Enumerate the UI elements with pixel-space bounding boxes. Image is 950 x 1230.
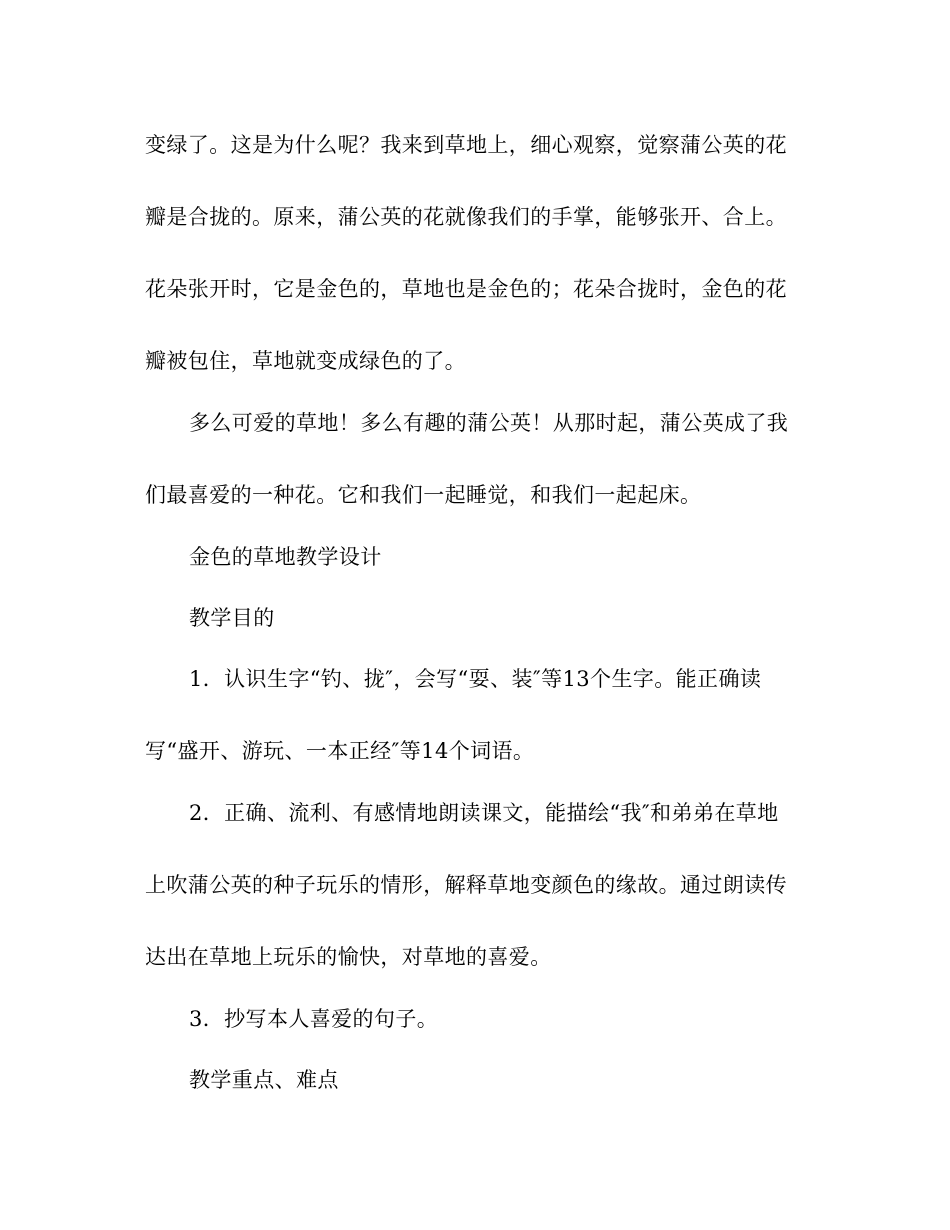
- goal-item-2: 2．正确、流利、有感情地朗读课文，能描绘“我″和弟弟在草地: [189, 801, 779, 825]
- text-line: 写“盛开、游玩、一本正经″等14个词语。: [145, 739, 535, 763]
- paragraph-first-line: 多么可爱的草地！多么有趣的蒲公英！从那时起，蒲公英成了我: [189, 411, 789, 435]
- text-line: 达出在草地上玩乐的愉快，对草地的喜爱。: [145, 945, 552, 969]
- text-line: 上吹蒲公英的种子玩乐的情形，解释草地变颜色的缘故。通过朗读传: [145, 873, 787, 897]
- goal-item-3: 3．抄写本人喜爱的句子。: [189, 1007, 439, 1031]
- goal-item-1: 1．认识生字“钓、拢″，会写“耍、装″等13个生字。能正确读: [189, 667, 762, 691]
- section-title: 金色的草地教学设计: [189, 545, 382, 569]
- text-line: 花朵张开时，它是金色的，草地也是金色的；花朵合拢时，金色的花: [145, 277, 787, 301]
- text-line: 瓣被包住，草地就变成绿色的了。: [145, 349, 466, 373]
- text-line: 变绿了。这是为什么呢？我来到草地上，细心观察，觉察蒲公英的花: [145, 133, 787, 157]
- section-heading-key-points: 教学重点、难点: [189, 1068, 339, 1092]
- text-line: 瓣是合拢的。原来，蒲公英的花就像我们的手掌，能够张开、合上。: [145, 205, 787, 229]
- section-heading-goals: 教学目的: [189, 606, 275, 630]
- text-line: 们最喜爱的一种花。它和我们一起睡觉，和我们一起起床。: [145, 483, 702, 507]
